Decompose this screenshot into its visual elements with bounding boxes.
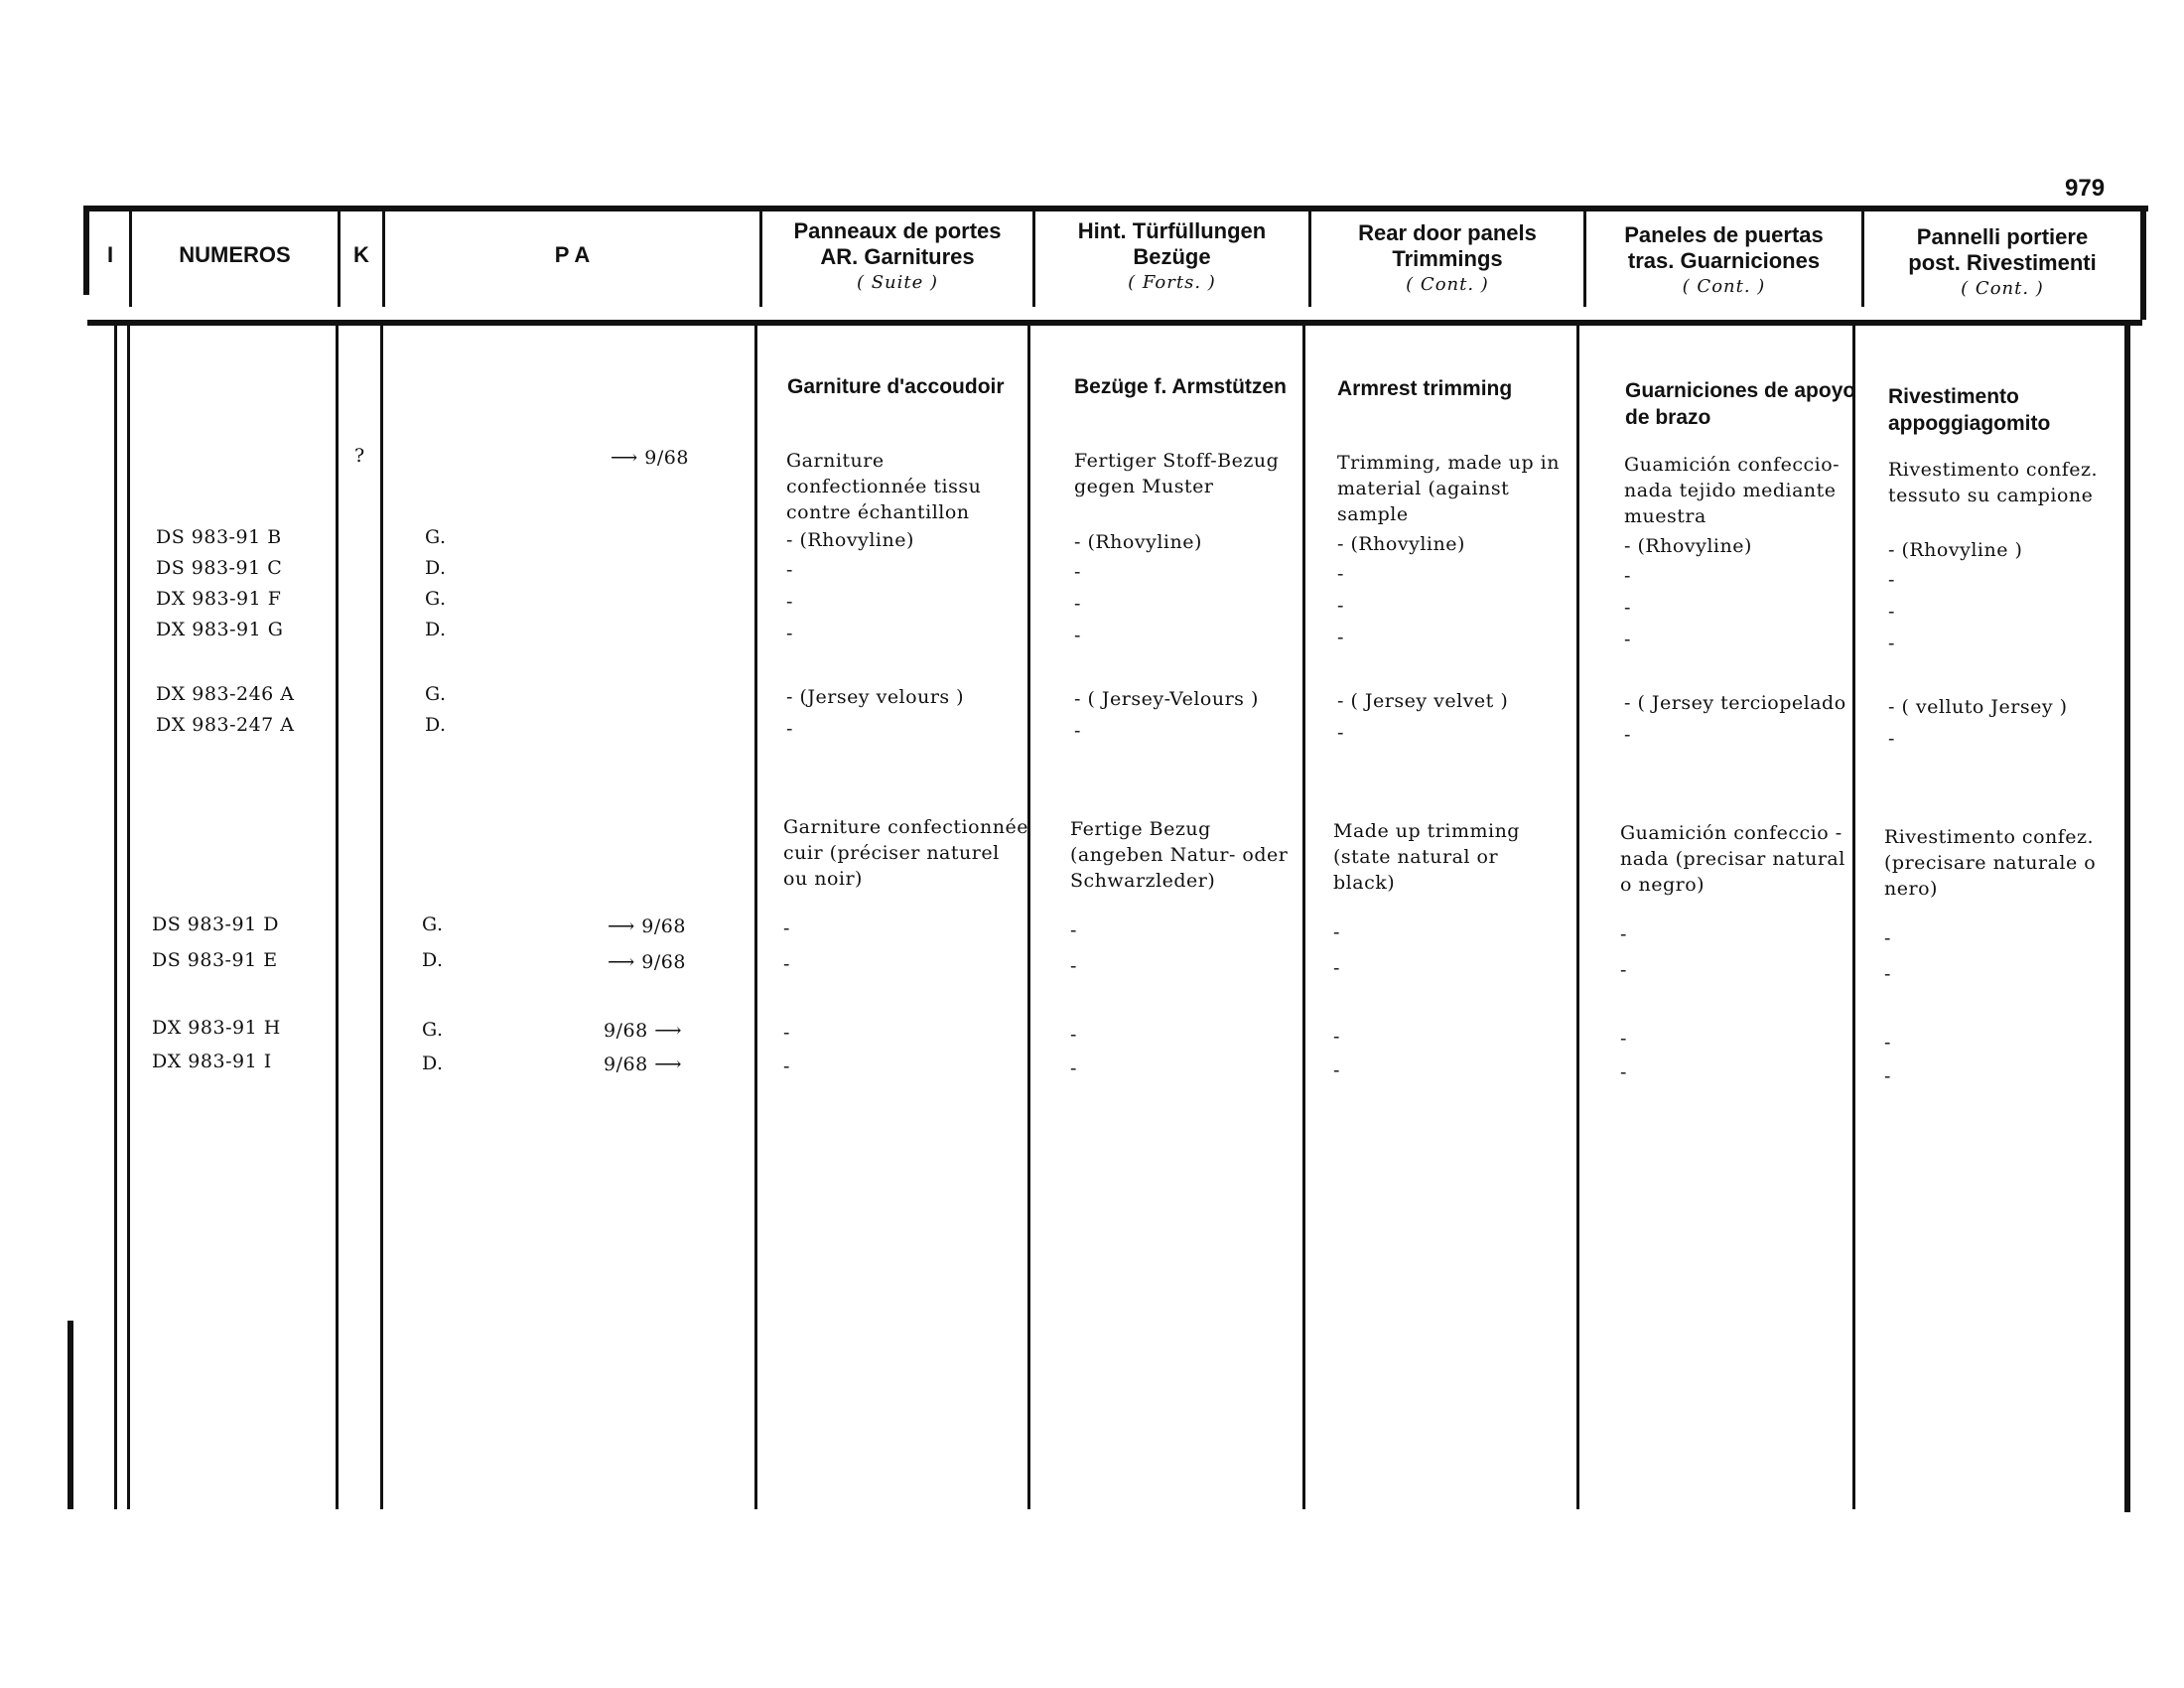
desc-es: - [1620, 923, 1627, 945]
desc-fr: - [786, 623, 793, 644]
desc-en: - [1337, 627, 1344, 648]
top-border [83, 206, 2148, 211]
block1-note-it: Rivestimento confez. tessuto su campione [1888, 459, 2099, 506]
right-border-lower [2124, 326, 2130, 1512]
col-sep [336, 326, 339, 1509]
desc-de: - [1074, 625, 1081, 646]
desc-fr: - [786, 591, 793, 613]
part-number: DX 983-91 I [152, 1051, 272, 1072]
section-title-de: Bezüge f. Armstützen [1074, 375, 1287, 398]
desc-de: - ( Jersey-Velours ) [1074, 688, 1259, 710]
header-divider [87, 320, 2142, 326]
part-number: DS 983-91 B [156, 526, 282, 548]
desc-it: - ( velluto Jersey ) [1888, 696, 2068, 718]
section-title-fr: Garniture d'accoudoir [787, 375, 1005, 398]
header-de-sub: ( Forts. ) [1128, 272, 1216, 293]
part-number: DS 983-91 E [152, 949, 278, 971]
desc-it: - [1888, 633, 1895, 654]
section-title-es: Guarniciones de apoyo de brazo [1625, 379, 1856, 429]
desc-it: - [1888, 728, 1895, 750]
part-number: DX 983-247 A [156, 714, 295, 736]
desc-de: - [1074, 593, 1081, 615]
desc-de: - [1070, 1057, 1077, 1079]
side: D. [422, 949, 444, 971]
side: D. [422, 1053, 444, 1074]
desc-fr: - [786, 718, 793, 740]
page-number: 979 [2065, 175, 2106, 202]
col-sep [127, 326, 130, 1509]
header-it-line1: Pannelli portiere [1916, 224, 2089, 249]
header-col-fr [762, 218, 1032, 296]
desc-de: - (Rhovyline) [1074, 531, 1202, 553]
block1-note-fr: Garniture confectionnée tissu contre échantillon [786, 450, 982, 523]
desc-es: - [1620, 1028, 1627, 1050]
part-number: DX 983-246 A [156, 683, 295, 705]
block1-pa-date: ⟶ 9/68 [611, 447, 689, 469]
part-number: DS 983-91 D [152, 914, 279, 935]
header-es-line1: Paneles de puertas [1624, 222, 1824, 247]
block1-note-es: Guamición confeccio-nada tejido mediante muestra [1624, 454, 1841, 527]
block1-k-mark: ? [354, 445, 365, 467]
header-col-de [1035, 218, 1308, 296]
header-it-line2: post. Rivestimenti [1908, 250, 2097, 275]
desc-en: - [1337, 595, 1344, 617]
date-range: 9/68 ⟶ [604, 1020, 682, 1042]
header-fr-sub: ( Suite ) [856, 272, 939, 293]
header-es-sub: ( Cont. ) [1682, 276, 1766, 297]
section-title-it: Rivestimento appoggiagomito [1888, 385, 2051, 435]
desc-en: - [1337, 563, 1344, 585]
header-en-sub: ( Cont. ) [1406, 274, 1489, 295]
side: G. [425, 588, 447, 610]
desc-en: - [1333, 957, 1340, 979]
desc-it: - [1884, 963, 1891, 985]
side: G. [425, 526, 447, 548]
left-border [83, 206, 89, 295]
desc-es: - [1624, 565, 1631, 587]
header-col-it [1864, 224, 2140, 302]
block2-note-de: Fertige Bezug (angeben Natur- oder Schwarzleder) [1070, 818, 1289, 892]
col-sep [1302, 326, 1305, 1509]
side: D. [425, 619, 447, 640]
desc-en: - [1333, 1059, 1340, 1081]
col-sep [754, 326, 757, 1509]
col-sep [1576, 326, 1579, 1509]
header-col-i: I [106, 242, 114, 267]
header-en-line1: Rear door panels [1358, 220, 1537, 245]
desc-it: - [1884, 1065, 1891, 1087]
desc-es: - [1624, 597, 1631, 619]
side: D. [425, 557, 447, 579]
col-sep [380, 326, 383, 1509]
desc-it: - [1888, 569, 1895, 591]
part-number: DX 983-91 H [152, 1017, 281, 1039]
side: G. [422, 914, 444, 935]
desc-fr: - [783, 917, 790, 939]
desc-en: - [1337, 722, 1344, 744]
desc-fr: - (Jersey velours ) [786, 686, 965, 708]
header-col-en [1311, 220, 1583, 298]
side: D. [425, 714, 447, 736]
header-col-es [1586, 222, 1861, 300]
header-col-pa: P A [554, 242, 591, 267]
desc-it: - [1884, 1032, 1891, 1054]
right-border [2140, 206, 2146, 320]
header-it-sub: ( Cont. ) [1961, 278, 2044, 299]
date-range: 9/68 ⟶ [604, 1054, 682, 1075]
desc-it: - [1884, 927, 1891, 949]
desc-en: - [1333, 921, 1340, 943]
desc-it: - [1888, 601, 1895, 623]
header-fr-line2: AR. Garnitures [820, 244, 975, 269]
part-number: DX 983-91 G [156, 619, 284, 640]
desc-es: - (Rhovyline) [1624, 535, 1752, 557]
block2-note-it: Rivestimento confez. (precisare naturale o nero) [1884, 826, 2097, 900]
desc-it: - (Rhovyline ) [1888, 539, 2023, 561]
desc-fr: - [783, 1022, 790, 1044]
desc-es: - [1624, 629, 1631, 650]
side: G. [422, 1019, 444, 1041]
left-border-lower [68, 1321, 73, 1509]
desc-de: - [1074, 561, 1081, 583]
desc-de: - [1070, 1024, 1077, 1046]
desc-es: - ( Jersey terciopelado [1624, 692, 1846, 714]
block2-note-es: Guamición confeccio - nada (precisar natural o negro) [1620, 822, 1845, 896]
desc-en: - (Rhovyline) [1337, 533, 1465, 555]
date-range: ⟶ 9/68 [608, 951, 686, 973]
side: G. [425, 683, 447, 705]
desc-de: - [1074, 720, 1081, 742]
header-col-numeros: NUMEROS [179, 242, 291, 267]
date-range: ⟶ 9/68 [608, 915, 686, 937]
desc-de: - [1070, 955, 1077, 977]
header-col-k: K [353, 242, 369, 267]
desc-es: - [1620, 1061, 1627, 1083]
desc-fr: - [783, 953, 790, 975]
block1-note-de: Fertiger Stoff-Bezug gegen Muster [1074, 450, 1280, 497]
desc-en: - ( Jersey velvet ) [1337, 690, 1509, 712]
block2-note-fr: Garniture confectionnée cuir (préciser naturel ou noir) [783, 816, 1028, 890]
desc-en: - [1333, 1026, 1340, 1048]
block1-note-en: Trimming, made up in material (against sample [1337, 452, 1560, 525]
header-en-line2: Trimmings [1392, 246, 1503, 271]
header-de-line2: Bezüge [1133, 244, 1211, 269]
header-es-line2: tras. Guarniciones [1627, 248, 1821, 273]
block2-note-en: Made up trimming (state natural or black) [1333, 820, 1520, 894]
section-title-en: Armrest trimming [1337, 377, 1513, 400]
part-number: DX 983-91 F [156, 588, 282, 610]
header-fr-line1: Panneaux de portes [793, 218, 1002, 243]
desc-fr: - [783, 1055, 790, 1077]
desc-fr: - [786, 559, 793, 581]
desc-es: - [1620, 959, 1627, 981]
desc-de: - [1070, 919, 1077, 941]
part-number: DS 983-91 C [156, 557, 283, 579]
desc-es: - [1624, 724, 1631, 746]
header-de-line1: Hint. Türfüllungen [1077, 218, 1267, 243]
col-sep [114, 326, 117, 1509]
desc-fr: - (Rhovyline) [786, 529, 914, 551]
